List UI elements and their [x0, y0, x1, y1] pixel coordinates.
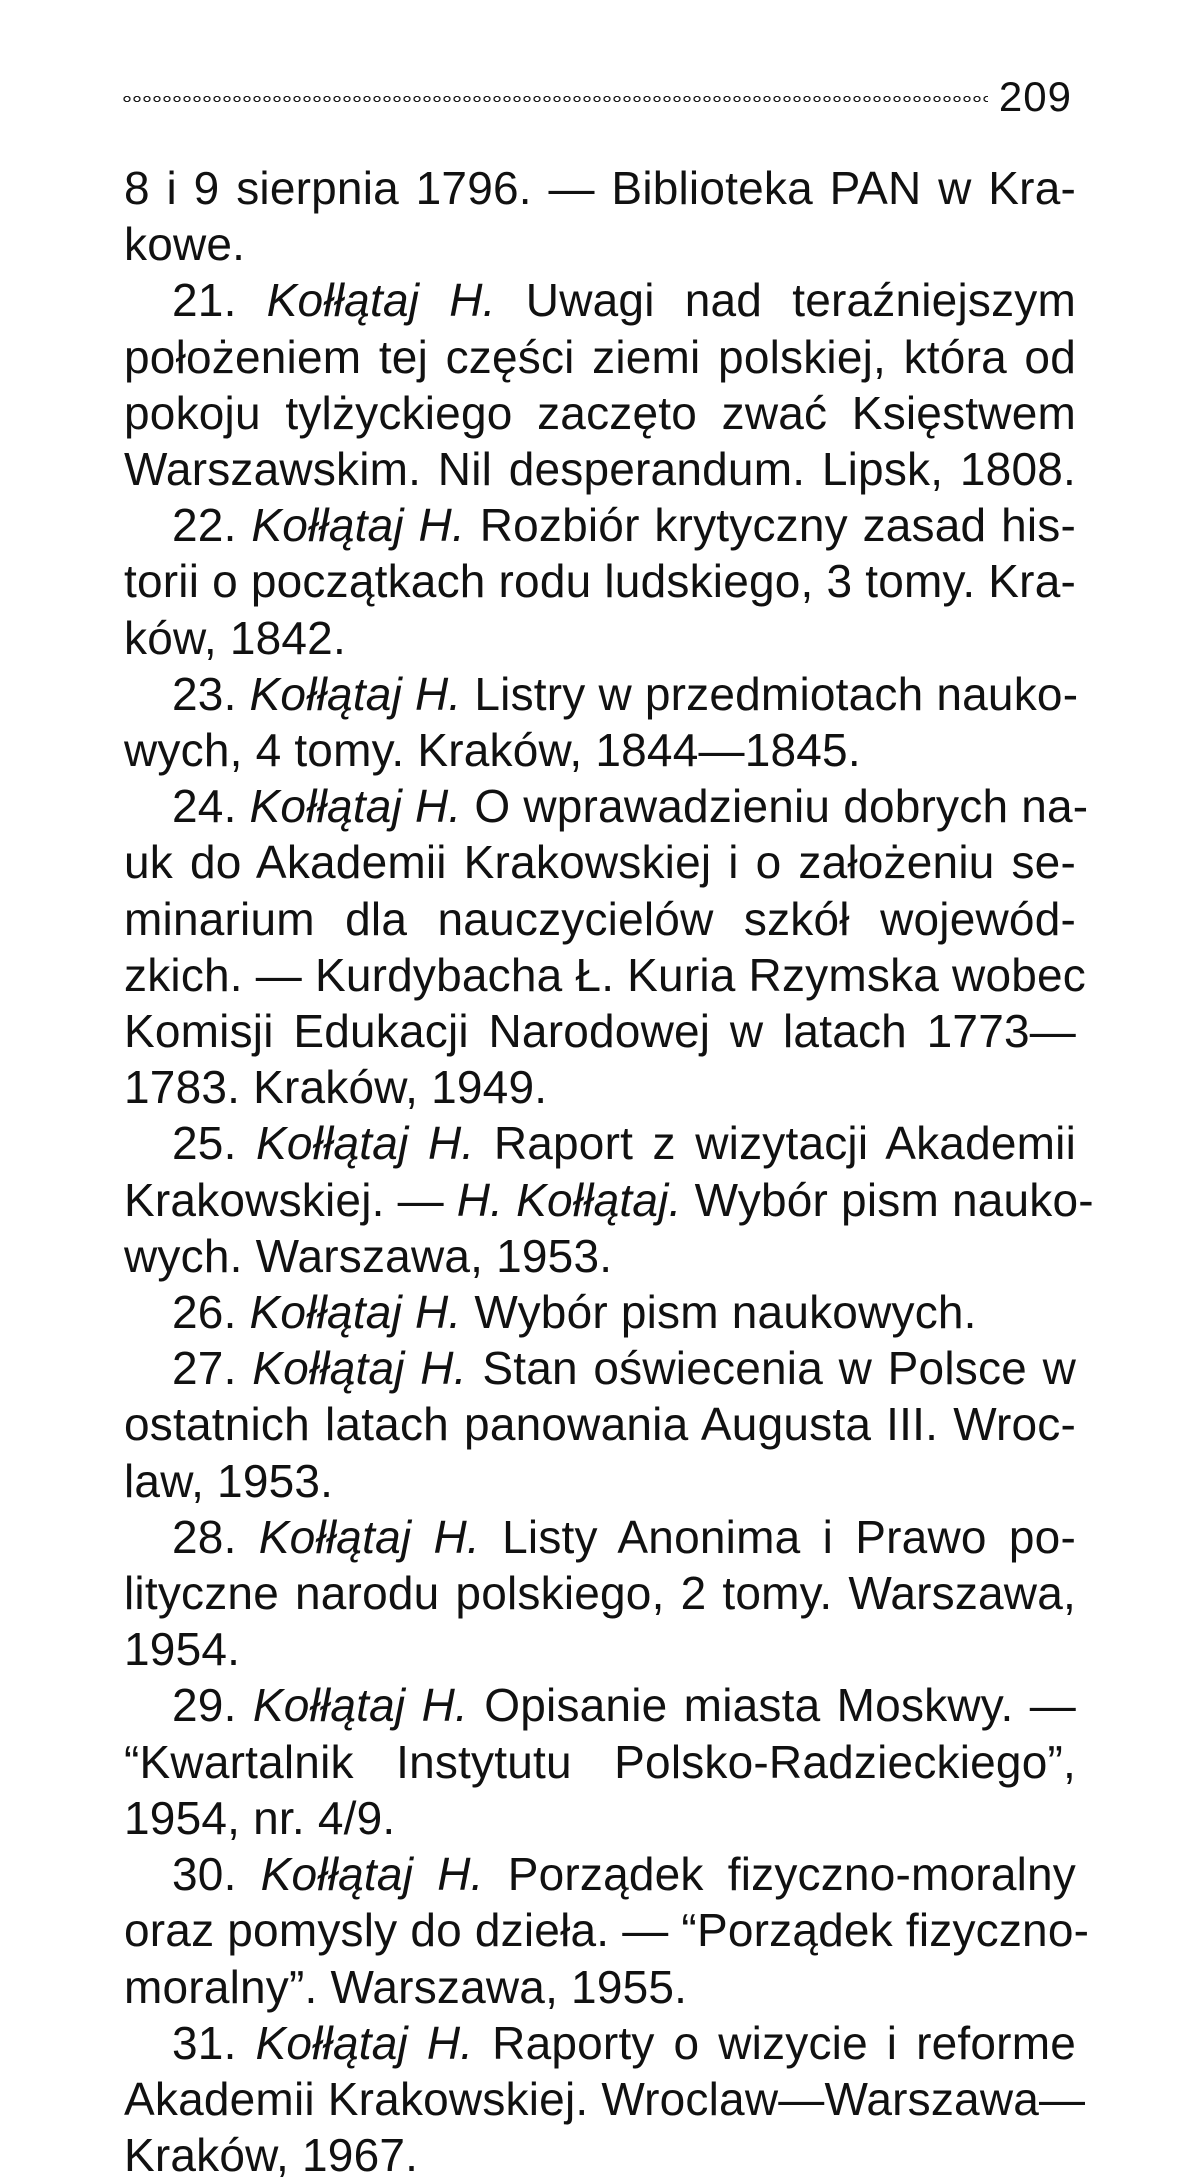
text-segment: Raport z wizytacji Akademii	[474, 1117, 1076, 1170]
author-name: H. Kołłątaj.	[456, 1173, 682, 1226]
text-segment: 24.	[172, 780, 250, 833]
text-segment: 23.	[172, 667, 250, 720]
text-segment: ostatnich latach panowania Augusta III. Wroc-	[124, 1398, 1076, 1451]
text-segment: lityczne narodu polskiego, 2 tomy. Warszawa,	[124, 1567, 1076, 1620]
text-segment: 27.	[172, 1342, 253, 1395]
text-line	[124, 1228, 1076, 1284]
text-line	[124, 385, 1076, 441]
text-segment: torii o początkach rodu ludskiego, 3 tomy. Kra-	[124, 555, 1076, 608]
text-segment: 26.	[172, 1286, 250, 1339]
text-segment: 25.	[172, 1117, 257, 1170]
text-line	[124, 1396, 1076, 1452]
text-segment: położeniem tej części ziemi polskiej, która od	[124, 330, 1076, 383]
text-segment: ków, 1842.	[124, 611, 346, 664]
text-segment: 29.	[172, 1679, 253, 1732]
text-line	[124, 1509, 1076, 1565]
text-line	[124, 272, 1076, 328]
text-segment: Krakowskiej. —	[124, 1173, 457, 1226]
text-segment: 21.	[172, 274, 267, 327]
text-line	[124, 891, 1076, 947]
text-segment: 1783. Kraków, 1949.	[124, 1061, 548, 1114]
text-segment: kowe.	[124, 218, 246, 271]
bibliography-text	[124, 160, 1094, 2183]
text-line	[124, 666, 1079, 722]
text-line	[124, 610, 1076, 666]
page-number: 209	[998, 73, 1072, 120]
author-name: Kołłątaj H.	[249, 780, 462, 833]
text-segment: Listry w przedmiotach nauko-	[461, 667, 1079, 720]
text-line	[124, 1340, 1076, 1396]
text-segment: law, 1953.	[124, 1454, 334, 1507]
text-segment: wych, 4 tomy. Kraków, 1844—1845.	[124, 724, 861, 777]
text-line	[124, 1284, 1076, 1340]
author-name: Kołłątaj H.	[258, 1510, 480, 1563]
text-segment: Rozbiór krytyczny zasad his-	[464, 499, 1077, 552]
text-line	[124, 778, 1089, 834]
text-line	[124, 2071, 1086, 2127]
text-line	[124, 947, 1087, 1003]
text-line	[124, 216, 1076, 272]
text-line	[124, 1790, 1076, 1846]
author-name: Kołłątaj H.	[252, 1342, 467, 1395]
text-line	[124, 722, 1076, 778]
text-segment: zkich. — Kurdybacha Ł. Kuria Rzymska wobec	[124, 948, 1087, 1001]
text-line	[124, 160, 1076, 216]
text-segment: oraz pomysly do dzieła. — “Porządek fizyczno-	[124, 1904, 1090, 1957]
author-name: Kołłątaj H.	[252, 1679, 468, 1732]
text-segment: Komisji Edukacji Narodowej w latach 1773—	[124, 1005, 1076, 1058]
text-line	[124, 1003, 1076, 1059]
text-line	[124, 1734, 1076, 1790]
text-line	[124, 2127, 1076, 2183]
author-name: Kołłątaj H.	[255, 2016, 474, 2069]
author-name: Kołłątaj H.	[256, 1117, 475, 1170]
text-line	[124, 1565, 1076, 1621]
text-line	[124, 1902, 1090, 1958]
text-segment: wych. Warszawa, 1953.	[124, 1229, 613, 1282]
text-line	[124, 441, 1076, 497]
text-line	[124, 1453, 1076, 1509]
text-segment: O wprawadzieniu dobrych na-	[461, 780, 1089, 833]
author-name: Kołłątaj H.	[266, 274, 496, 327]
text-segment: moralny”. Warszawa, 1955.	[124, 1960, 688, 2013]
text-segment: Wybór pism naukowych.	[461, 1286, 977, 1339]
text-segment: Porządek fizyczno-moralny	[483, 1848, 1077, 1901]
author-name: Kołłątaj H.	[260, 1848, 484, 1901]
text-segment: “Kwartalnik Instytutu Polsko-Radzieckiego”,	[124, 1735, 1076, 1788]
text-segment: 30.	[172, 1848, 261, 1901]
text-line	[124, 2015, 1076, 2071]
text-segment: 1954.	[124, 1623, 241, 1676]
text-line	[124, 553, 1076, 609]
text-line	[124, 497, 1076, 553]
text-line	[124, 1059, 1076, 1115]
text-line	[124, 1115, 1076, 1171]
text-line	[124, 834, 1076, 890]
text-segment: Raporty o wizycie i reforme	[473, 2016, 1076, 2069]
text-segment: Listy Anonima i Prawo po-	[479, 1510, 1076, 1563]
text-segment: Akademii Krakowskiej. Wroclaw—Warszawa—	[124, 2072, 1086, 2125]
text-segment: Stan oświecenia w Polsce w	[466, 1342, 1076, 1395]
text-segment: Uwagi nad teraźniejszym	[495, 274, 1076, 327]
text-segment: 22.	[172, 499, 252, 552]
author-name: Kołłątaj H.	[251, 499, 465, 552]
text-line	[124, 1846, 1076, 1902]
page-header	[122, 73, 1072, 122]
text-segment: minarium dla nauczycielów szkół wojewód-	[124, 892, 1076, 945]
ornamental-rule	[122, 94, 988, 104]
text-line	[124, 1959, 1076, 2015]
text-segment: Warszawskim. Nil desperandum. Lipsk, 1808.	[124, 443, 1076, 496]
text-line	[124, 1172, 1094, 1228]
text-line	[124, 1677, 1076, 1733]
text-segment: 31.	[172, 2016, 256, 2069]
text-segment: Wybór pism nauko-	[681, 1173, 1094, 1226]
text-segment: uk do Akademii Krakowskiej i o założeniu se-	[124, 836, 1076, 889]
author-name: Kołłątaj H.	[249, 1286, 462, 1339]
author-name: Kołłątaj H.	[249, 667, 462, 720]
text-segment: Opisanie miasta Moskwy. —	[467, 1679, 1076, 1732]
text-segment: Kraków, 1967.	[124, 2129, 419, 2182]
text-segment: 28.	[172, 1510, 259, 1563]
text-segment: 8 i 9 sierpnia 1796. — Biblioteka PAN w Kra-	[124, 162, 1076, 214]
text-segment: pokoju tylżyckiego zaczęto zwać Księstwem	[124, 386, 1076, 439]
text-line	[124, 329, 1076, 385]
text-segment: 1954, nr. 4/9.	[124, 1791, 396, 1844]
text-line	[124, 1621, 1076, 1677]
